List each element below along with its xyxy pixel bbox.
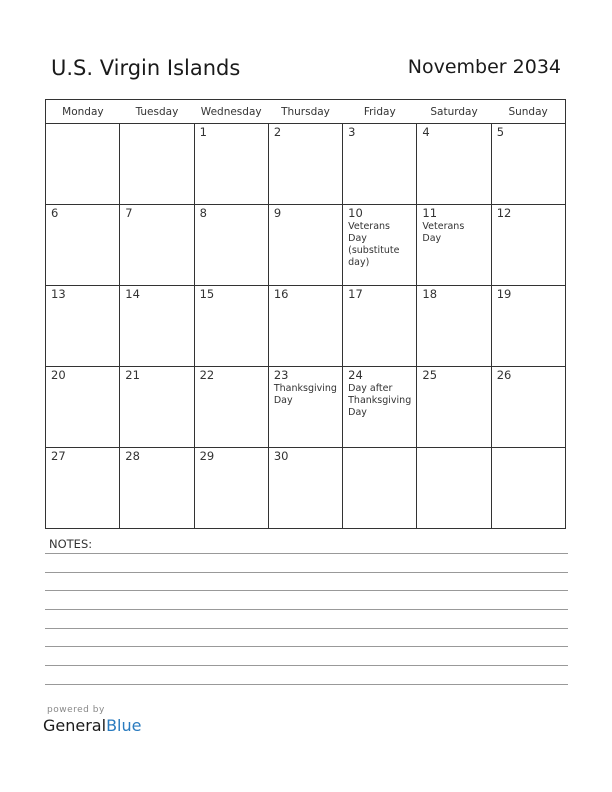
day-number: 4 (422, 125, 430, 139)
day-cell (120, 286, 194, 367)
day-number: 22 (199, 368, 215, 382)
day-cell (194, 205, 268, 286)
day-number: 28 (125, 449, 140, 463)
day-cell (46, 124, 120, 205)
day-number: 1 (199, 125, 207, 139)
day-cell (491, 286, 565, 367)
day-number: 3 (348, 125, 356, 139)
day-cell (417, 448, 491, 529)
day-cell (417, 286, 491, 367)
day-cell (120, 367, 194, 448)
day-number: 26 (496, 368, 512, 382)
week-row (46, 367, 566, 448)
day-cell (491, 367, 565, 448)
day-number: 15 (199, 287, 215, 301)
day-number: 2 (273, 125, 282, 139)
day-number: 30 (273, 449, 289, 463)
day-cell (46, 448, 120, 529)
day-cell (343, 205, 417, 286)
note-line (45, 628, 568, 629)
weekday-header: Monday (46, 100, 120, 124)
weekday-header: Thursday (268, 100, 342, 124)
powered-by-text: powered by (47, 705, 105, 715)
day-cell (120, 205, 194, 286)
day-number: 19 (496, 287, 512, 301)
note-line (45, 665, 568, 666)
weekday-header: Friday (343, 100, 417, 124)
day-cell (491, 205, 565, 286)
weekday-header: Sunday (491, 100, 565, 124)
day-cell (343, 367, 417, 448)
note-line (45, 553, 568, 554)
calendar-grid (45, 99, 566, 529)
day-cell (46, 286, 120, 367)
note-line (45, 684, 568, 685)
note-line (45, 646, 568, 647)
note-line (45, 609, 568, 610)
weekday-header: Tuesday (120, 100, 194, 124)
day-cell (417, 367, 491, 448)
day-cell (417, 205, 491, 286)
note-line (45, 590, 568, 591)
day-number: 7 (125, 206, 133, 220)
day-cell (194, 286, 268, 367)
day-cell (46, 205, 120, 286)
day-cell (343, 448, 417, 529)
day-number: 5 (496, 125, 505, 139)
day-cell (417, 124, 491, 205)
day-cell (491, 448, 565, 529)
day-cell (343, 286, 417, 367)
note-line (45, 572, 568, 573)
day-cell (120, 448, 194, 529)
week-row (46, 205, 566, 286)
day-cell (194, 448, 268, 529)
day-number: 23 (273, 368, 289, 382)
day-number: 16 (273, 287, 289, 301)
brand-blue: Blue (106, 716, 142, 735)
day-number: 17 (348, 287, 363, 301)
day-cell (491, 124, 565, 205)
day-cell (120, 124, 194, 205)
day-number: 20 (51, 368, 66, 382)
day-cell (268, 448, 342, 529)
week-row (46, 448, 566, 529)
day-cell (46, 367, 120, 448)
day-cell (268, 205, 342, 286)
day-number: 18 (422, 287, 438, 301)
holiday-label: Day after Thanksgiving Day (348, 383, 412, 418)
day-number: 14 (125, 287, 140, 301)
weekday-header-row (46, 100, 566, 124)
day-number: 21 (125, 368, 140, 382)
day-cell (268, 124, 342, 205)
day-number: 8 (199, 206, 207, 220)
country-title: U.S. Virgin Islands (51, 56, 241, 80)
day-cell (194, 367, 268, 448)
week-row (46, 286, 566, 367)
notes-label: NOTES: (49, 537, 93, 551)
day-cell (343, 124, 417, 205)
day-number: 12 (496, 206, 512, 220)
weekday-header: Wednesday (194, 100, 268, 124)
day-number: 29 (199, 449, 215, 463)
day-number: 13 (51, 287, 66, 301)
day-number: 9 (273, 206, 282, 220)
week-row (46, 124, 566, 205)
day-number: 25 (422, 368, 438, 382)
day-number: 11 (422, 206, 438, 220)
holiday-label: Veterans Day (substitute day) (348, 221, 400, 268)
day-cell (194, 124, 268, 205)
weekday-header: Saturday (417, 100, 491, 124)
day-number: 27 (51, 449, 66, 463)
day-cell (268, 286, 342, 367)
day-number: 10 (348, 206, 363, 220)
holiday-label: Veterans Day (422, 221, 465, 244)
day-number: 6 (51, 206, 59, 220)
month-year-title: November 2034 (407, 56, 561, 78)
generalblue-logo[interactable] (43, 716, 141, 735)
holiday-label: Thanksgiving Day (273, 383, 337, 406)
day-number: 24 (348, 368, 363, 382)
day-cell (268, 367, 342, 448)
brand-general: General (43, 716, 107, 735)
